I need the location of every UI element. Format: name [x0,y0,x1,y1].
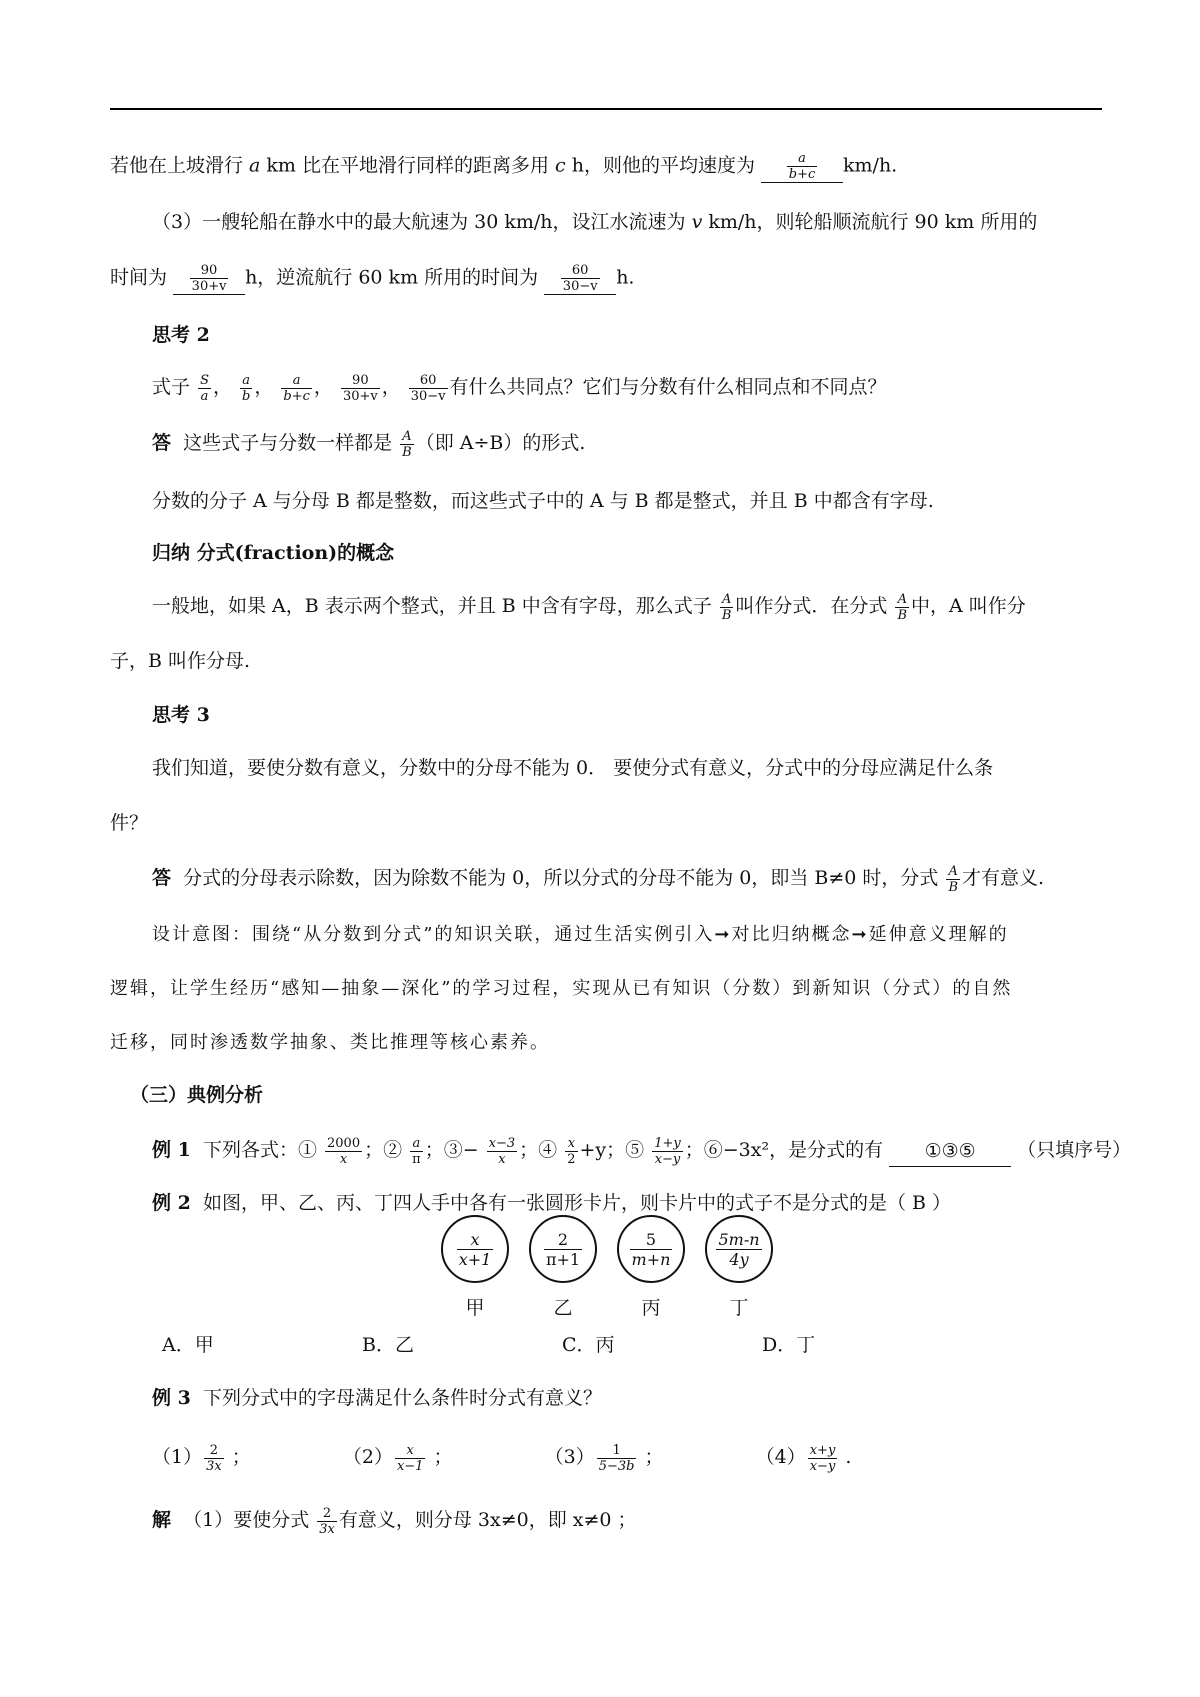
card-ding: $\frac{5m-n}{4y}$ 丁 [704,1215,774,1320]
answer-blank: $\frac{a}{b+c}$ [761,150,843,183]
think-3-answer: 答 分式的分母表示除数，因为除数不能为 0，所以分式的分母不能为 0，即当 B≠0 时，分式 $\frac{A}{B}$ 才有意义. [152,863,1045,895]
option-b: B．乙 [362,1334,414,1356]
paragraph-speed: 若他在上坡滑行 a km 比在平地滑行同样的距离多用 c h，则他的平均速度为 $\frac{a}{b+c}$ km/h. [110,150,898,182]
card-jia: $\frac{x}{x+1}$ 甲 [440,1215,510,1320]
definition-cont: 子，B 叫作分母. [110,650,251,672]
section-heading: （三）典例分析 [130,1084,264,1106]
think-2-question: 式子 $\frac{S}{a}$ ， $\frac{a}{b}$ ， $\frac{a}{b+c}$ ， $\frac{90}{30+v}$ ， $\frac{60}{30-v}$ 有什么共同点？它们与分数有什么相同点和不同点？ [152,372,887,404]
card-bing: $\frac{5}{m+n}$ 丙 [616,1215,686,1320]
header-rule [110,108,1102,110]
think-3-question: 我们知道，要使分数有意义，分数中的分母不能为 0． 要使分式有意义，分式中的分母应满足什么条 [152,757,994,779]
example-1: 例 1 下列各式：① $\frac{2000}{x}$ ；② $\frac{a}{\pi}$ ；③− $\frac{x-3}{x}$ ；④ $\frac{x}{2}$ +y；⑤ $\frac{1+y}{x-y}$ ；⑥−3x²，是分式的有 ①③⑤ （只填序号） [152,1135,1132,1167]
option-a: A．甲 [162,1334,214,1356]
design-intent-3: 迁移，同时渗透数学抽象、类比推理等核心素养。 [110,1032,550,1053]
card-yi: $\frac{2}{\pi+1}$ 乙 [528,1215,598,1320]
card-row [440,1215,800,1319]
example-3: 例 3 下列分式中的字母满足什么条件时分式有意义？ [152,1387,602,1409]
think-3-question-cont: 件？ [110,812,149,834]
solution: 解 （1）要使分式 $\frac{2}{3x}$ 有意义，则分母 3x≠0，即 x≠0 ； [152,1505,637,1537]
design-intent-2: 逻辑，让学生经历“感知—抽象—深化”的学习过程，实现从已有知识（分数）到新知识（分式）的自然 [110,978,1013,999]
answer-blank: $\frac{90}{30+v}$ [173,262,245,295]
option-c: C．丙 [562,1334,615,1356]
definition: 一般地，如果 A，B 表示两个整式，并且 B 中含有字母，那么式子 $\frac{A}{B}$ 叫作分式．在分式 $\frac{A}{B}$ 中，A 叫作分 [152,591,1026,623]
think-2-answer-line2: 分数的分子 A 与分母 B 都是整数，而这些式子中的 A 与 B 都是整式，并且 B 中都含有字母. [152,490,934,512]
question-3-cont: 时间为 $\frac{90}{30+v}$ h，逆流航行 60 km 所用的时间为 $\frac{60}{30-v}$ h. [110,262,635,294]
option-d: D．丁 [762,1334,816,1356]
design-intent-1: 设计意图：围绕“从分数到分式”的知识关联，通过生活实例引入➞对比归纳概念➞延伸意义理解的 [152,924,1009,945]
think-3-heading: 思考 3 [152,704,210,726]
question-3: （3）一艘轮船在静水中的最大航速为 30 km/h，设江水流速为 v km/h，则轮船顺流航行 90 km 所用的 [152,211,1038,233]
example-2: 例 2 如图，甲、乙、丙、丁四人手中各有一张圆形卡片，则卡片中的式子不是分式的是（ B ） [152,1192,951,1214]
answer-blank: ①③⑤ [889,1136,1011,1167]
answer-blank: $\frac{60}{30-v}$ [544,262,616,295]
think-2-heading: 思考 2 [152,324,210,346]
example-3-items: （1） $\frac{2}{3x}$ ； （2） $\frac{x}{x-1}$ ； （3） $\frac{1}{5-3b}$ ； （4） $\frac{x+y}{x-y}$ . [152,1442,852,1474]
summary-heading: 归纳 分式(fraction)的概念 [152,542,395,564]
think-2-answer: 答 这些式子与分数一样都是 $\frac{A}{B}$ （即 A÷B）的形式. [152,428,586,460]
